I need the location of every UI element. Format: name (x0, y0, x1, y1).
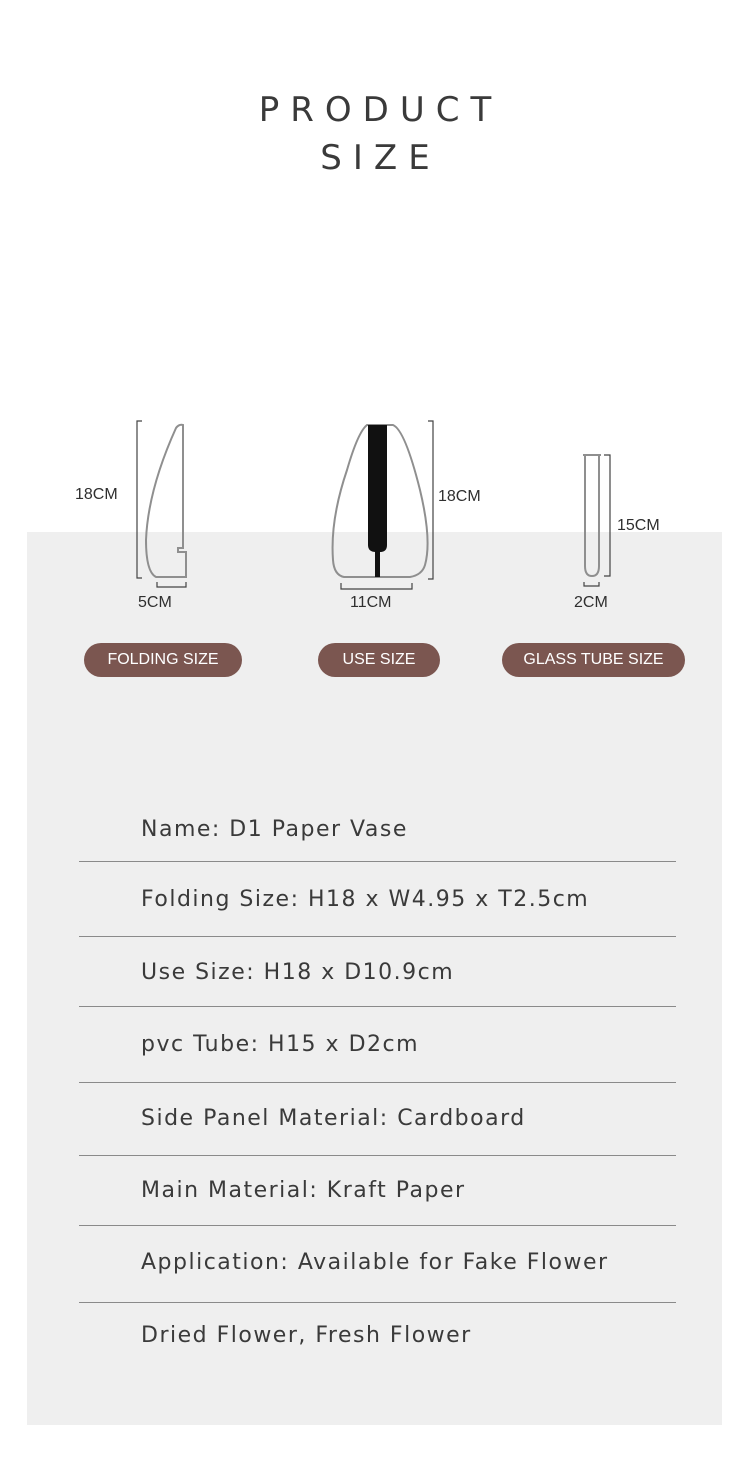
tube-width-label: 2CM (574, 594, 608, 611)
spec-row (79, 937, 676, 1007)
tube-width-bracket (584, 582, 599, 586)
spec-name: Name: D1 Paper Vase (141, 817, 408, 842)
spec-main-material: Main Material: Kraft Paper (141, 1178, 466, 1203)
tube-height-label: 15CM (617, 517, 660, 534)
folding-width-label: 5CM (138, 594, 172, 611)
spec-row (79, 1226, 676, 1303)
folding-vase-drawing (146, 425, 186, 577)
spec-row (79, 1303, 676, 1373)
spec-row (79, 1156, 676, 1226)
use-vase-drawing (333, 425, 428, 577)
use-width-label: 11CM (350, 594, 392, 611)
spec-side-panel-material: Side Panel Material: Cardboard (141, 1106, 526, 1131)
use-height-label: 18CM (438, 488, 481, 505)
page-title-line-2: SIZE (320, 138, 441, 178)
page-title-line-1: PRODUCT (258, 90, 503, 130)
use-height-bracket (428, 421, 433, 579)
spec-tube: pvc Tube: H15 x D2cm (141, 1032, 420, 1057)
tube-height-bracket (604, 455, 610, 576)
glass-tube-drawing (583, 455, 601, 576)
spec-list (79, 796, 676, 1373)
size-diagrams (0, 0, 750, 720)
use-size-badge: USE SIZE (318, 643, 440, 677)
folding-width-bracket (157, 582, 186, 587)
spec-application-continued: Dried Flower, Fresh Flower (141, 1323, 472, 1348)
spec-application: Application: Available for Fake Flower (141, 1250, 609, 1275)
spec-row (79, 1007, 676, 1083)
spec-use-size: Use Size: H18 x D10.9cm (141, 960, 455, 985)
folding-height-label: 18CM (75, 486, 118, 503)
spec-folding-size: Folding Size: H18 x W4.95 x T2.5cm (141, 887, 590, 912)
folding-height-bracket (137, 421, 142, 578)
spec-row (79, 796, 676, 862)
spec-row (79, 1083, 676, 1156)
spec-row (79, 862, 676, 937)
use-width-bracket (341, 583, 412, 589)
folding-size-badge: FOLDING SIZE (84, 643, 242, 677)
glass-tube-size-badge: GLASS TUBE SIZE (502, 643, 685, 677)
